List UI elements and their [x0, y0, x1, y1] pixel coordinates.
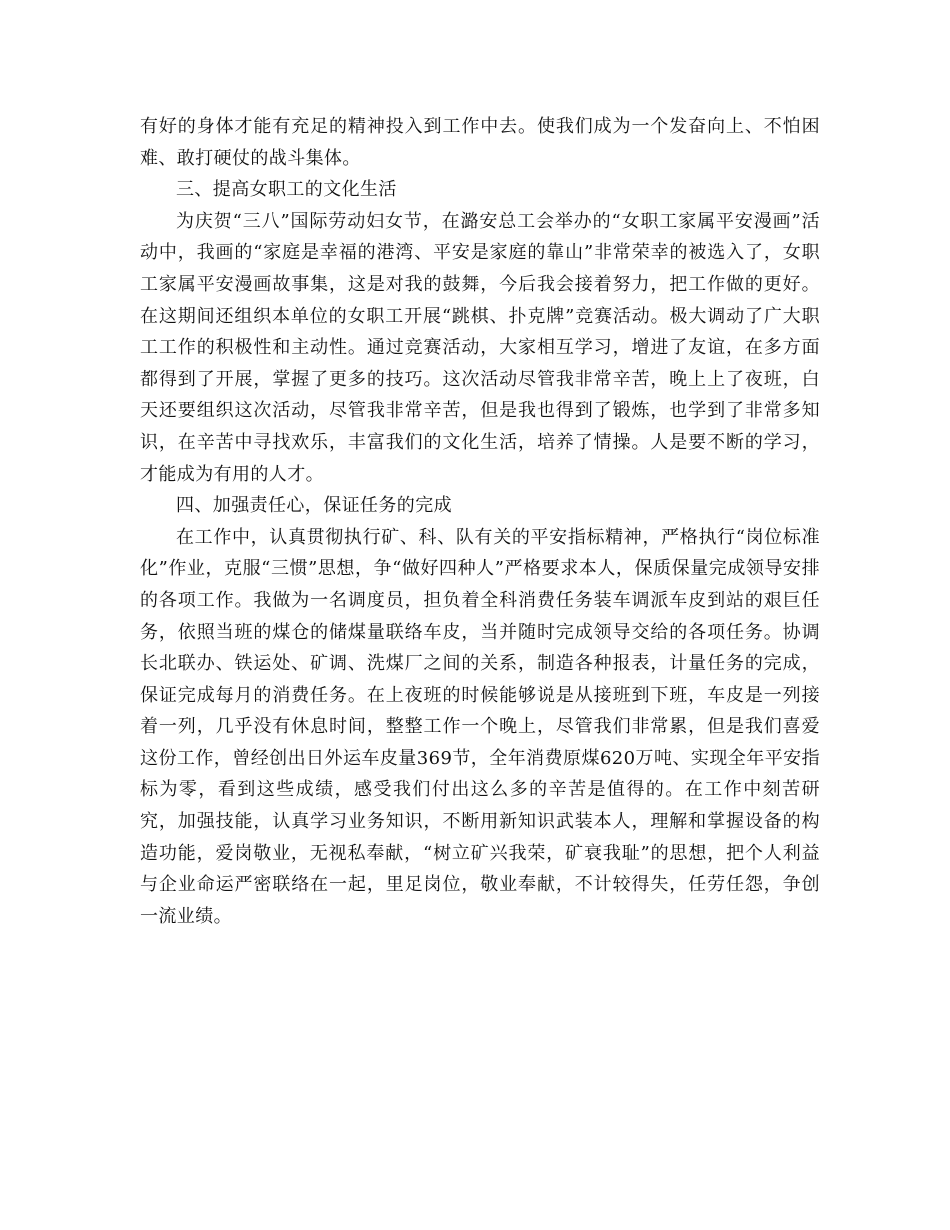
document-body: [140, 111, 820, 932]
section-heading-culture: 三、提高女职工的文化生活: [176, 179, 397, 201]
body-paragraph-culture: 为庆贺“三八”国际劳动妇女节，在潞安总工会举办的“女职工家属平安漫画”活动中，我画的“家庭是幸福的港湾、平安是家庭的靠山”非常荣幸的被选入了，女职工家属平安漫画故事集，这是对我的鼓舞，今后我会接着努力，把工作做的更好。在这期间还组织本单位的女职工开展“跳棋、扑克牌”竞赛活动。极大调动了广大职工工作的积极性和主动性。通过竞赛活动，大家相互学习，增进了友谊，在多方面都得到了开展，掌握了更多的技巧。这次活动尽管我非常辛苦，晚上上了夜班，白天还要组织这次活动，尽管我非常辛苦，但是我也得到了锻炼，也学到了非常多知识，在辛苦中寻找欢乐，丰富我们的文化生活，培养了情操。人是要不断的学习，才能成为有用的人才。: [140, 210, 820, 485]
body-paragraph-responsibility: 在工作中，认真贯彻执行矿、科、队有关的平安指标精神，严格执行“岗位标准化”作业，克服“三惯”思想，争“做好四种人”严格要求本人，保质保量完成领导安排的各项工作。我做为一名调度员，担负着全科消费任务装车调派车皮到站的艰巨任务，依照当班的煤仓的储煤量联络车皮，当并随时完成领导交给的各项任务。协调长北联办、铁运处、矿调、洗煤厂之间的关系，制造各种报表，计量任务的完成，保证完成每月的消费任务。在上夜班的时候能够说是从接班到下班，车皮是一列接着一列，几乎没有休息时间，整整工作一个晚上，尽管我们非常累，但是我们喜爱这份工作，曾经创出日外运车皮量369节，全年消费原煤620万吨、实现全年平安指标为零，看到这些成绩，感受我们付出这么多的辛苦是值得的。在工作中刻苦研究，加强技能，认真学习业务知识，不断用新知识武装本人，理解和掌握设备的构造功能，爱岗敬业，无视私奉献，“树立矿兴我荣，矿衰我耻”的思想，把个人利益与企业命运严密联络在一起，里足岗位，敬业奉献，不计较得失，任劳任怨，争创一流业绩。: [140, 526, 820, 927]
section-heading-responsibility: 四、加强责任心，保证任务的完成: [176, 495, 452, 517]
continuation-paragraph: 有好的身体才能有充足的精神投入到工作中去。使我们成为一个发奋向上、不怕困难、敢打硬仗的战斗集体。: [140, 116, 820, 169]
